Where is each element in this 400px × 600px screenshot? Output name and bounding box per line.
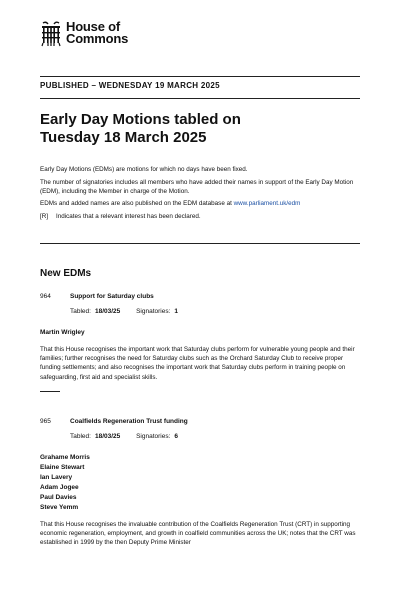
signatories-label: Signatories: (136, 308, 171, 315)
edm-number: 965 (40, 418, 51, 425)
signatories-count: 6 (174, 433, 179, 440)
edm-entry-964 (40, 293, 360, 392)
tabled-date: 18/03/25 (94, 308, 121, 315)
intro-paragraph-1: Early Day Motions (EDMs) are motions for which no days have been fixed. (40, 166, 248, 173)
motion-text: That this House recognises the invaluable contribution of the Coalfields Regeneration Trust (CRT) in supporting economic regeneration, employment, and growth in coalfield communities across the UK; notes that the CRT was established in 1999 by the then Deputy Prime Minister (40, 521, 356, 547)
intro-paragraph-2: The number of signatories includes all members who have added their names in support of the Early Day Motion (EDM), including the Member in charge of the Motion. (40, 178, 354, 195)
member-name: Steve Yemm (40, 504, 79, 511)
intro-paragraph-3 (40, 199, 360, 208)
divider-top (40, 76, 360, 77)
edm-meta (70, 433, 360, 440)
title-line-2: Tuesday 18 March 2025 (40, 129, 207, 146)
edm-title: Support for Saturday clubs (70, 293, 154, 300)
divider-intro (40, 243, 360, 244)
edm-number: 964 (40, 293, 51, 300)
intro-paragraph-4 (40, 212, 360, 221)
divider-published (40, 98, 360, 99)
intro-notes (40, 165, 360, 224)
member-name: Ian Lavery (40, 474, 73, 481)
motion-text: That this House recognises the important work that Saturday clubs perform for vulnerable young people and their families; further recognises the need for Saturday clubs such as the Orchard Saturday Club to receive proper funding settlements; and also recognises the important work that Saturday clubs perform in training people on safeguarding, first aid and specialist skills. (40, 346, 355, 381)
edm-title: Coalfields Regeneration Trust funding (70, 418, 188, 425)
member-list (40, 328, 360, 338)
member-name: Grahame Morris (40, 454, 90, 461)
member-list (40, 453, 360, 513)
edm-meta (70, 308, 360, 315)
signatories-count: 1 (174, 308, 179, 315)
edm-entry-965 (40, 418, 360, 548)
logo-line-1: House of (66, 19, 121, 34)
title-line-1: Early Day Motions tabled on (40, 111, 241, 128)
logo-line-2: Commons (66, 31, 129, 46)
tabled-label: Tabled: (70, 308, 91, 315)
portcullis-icon (40, 21, 62, 47)
entry-separator (40, 391, 60, 392)
tabled-label: Tabled: (70, 433, 91, 440)
edm-heading (40, 418, 360, 425)
page-title (40, 111, 360, 147)
interest-explanation: Indicates that a relevant interest has been declared. (56, 212, 201, 220)
edm-database-text: EDMs and added names are also published on the EDM database at (40, 200, 234, 207)
house-of-commons-logo (40, 21, 128, 47)
member-name: Martin Wrigley (40, 329, 85, 336)
edm-database-link[interactable]: www.parliament.uk/edm (233, 200, 301, 207)
section-heading-new-edms: New EDMs (40, 268, 92, 279)
member-name: Adam Jogee (40, 484, 79, 491)
published-date: PUBLISHED – WEDNESDAY 19 MARCH 2025 (40, 81, 220, 90)
member-name: Paul Davies (40, 494, 77, 501)
logo-wordmark (66, 21, 128, 45)
signatories-label: Signatories: (136, 433, 171, 440)
member-name: Elaine Stewart (40, 464, 85, 471)
tabled-date: 18/03/25 (94, 433, 121, 440)
edm-heading (40, 293, 360, 300)
interest-tag: [R] (40, 212, 49, 220)
